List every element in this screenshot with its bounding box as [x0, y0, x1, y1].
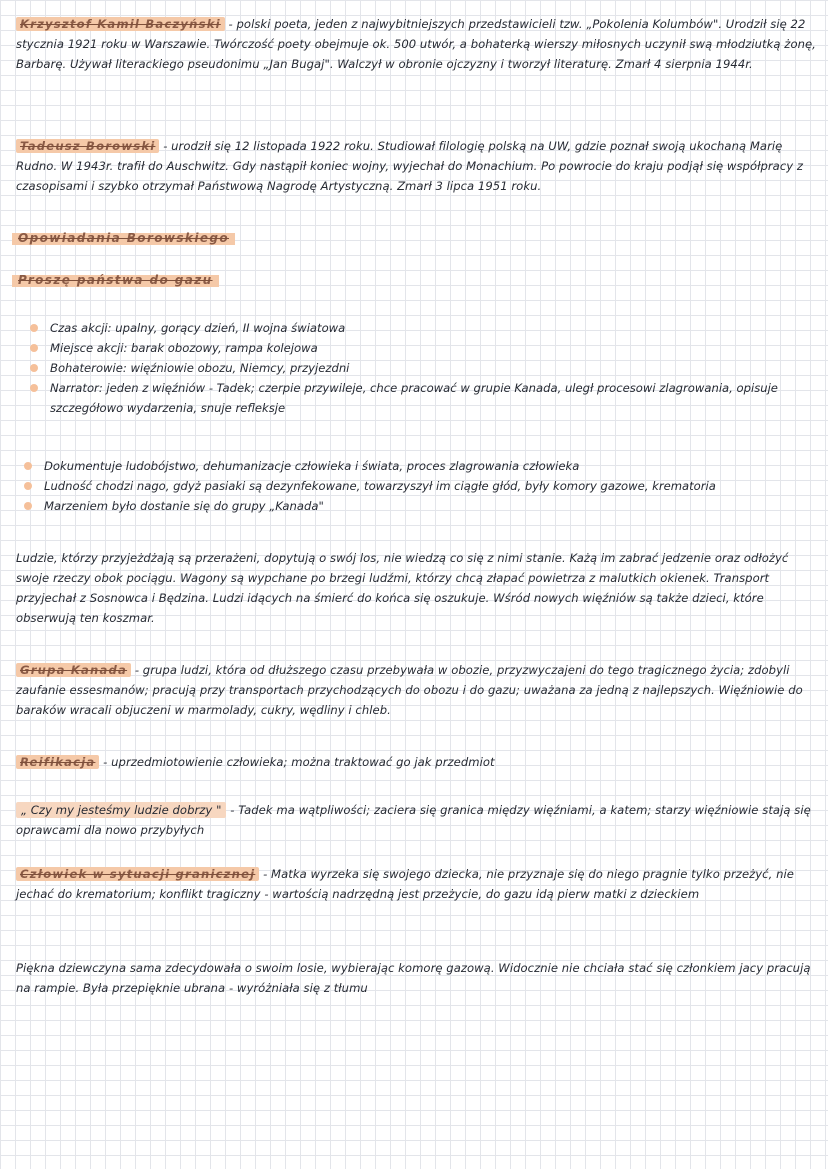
list-item [30, 338, 816, 358]
list-item-text: Dokumentuje ludobójstwo, dehumanizacje człowieka i świata, proces zlagrowania człowieka [44, 459, 580, 473]
list-item [24, 476, 816, 496]
granica-text: - Matka wyrzeka się swojego dziecka, nie przyznaje się do niego pragnie tylko przeżyć, nie jechać do krematorium; konflikt tragiczny - wartością nadrzędną jest przeżycie, do gazu idą pierw matki z dzieckiem [16, 867, 794, 901]
reifikacja-paragraph [16, 752, 816, 772]
quote-text: - Tadek ma wątpliwości; zaciera się granica między więźniami, a katem; starzy więźniowie stają się oprawcami dla nowo przybyłych [16, 803, 811, 837]
bullet-dot [24, 482, 32, 490]
baczynski-name-highlight: Krzysztof Kamil Baczyński [16, 17, 225, 31]
list-item-text: Czas akcji: upalny, gorący dzień, II wojna światowa [50, 321, 346, 335]
list-item-text: Miejsce akcji: barak obozowy, rampa kolejowa [50, 341, 318, 355]
quote-paragraph [16, 800, 816, 840]
kanada-highlight: Grupa Kanada [16, 663, 131, 677]
bullet-dot [30, 344, 38, 352]
reifikacja-text: - uprzedmiotowienie człowieka; można traktować go jak przedmiot [103, 755, 495, 769]
transport-paragraph: Ludzie, którzy przyjeżdżają są przerażeni, dopytują o swój los, nie wiedzą co się z nimi stanie. Każą im zabrać jedzenie oraz odłożyć swoje rzeczy obok pociągu. Wagony są wypchane po brzegi ludźmi, którzy chcą złapać powietrza z malutkich okienek. Transport przyjechał z Sosnowca i Będzina. Ludzi idących na śmierć do końca się oszukuje. Wśród nowych więźniów są także dzieci, które obserwują ten koszmar. [16, 551, 789, 625]
list-item [30, 378, 816, 418]
bullet-dot [30, 324, 38, 332]
list-item-text: Narrator: jeden z więźniów - Tadek; czerpie przywileje, chce pracować w grupie Kanada, uległ procesowi zlagrowania, opisuje szczegółowo wydarzenia, snuje refleksje [50, 381, 778, 415]
themes-list [24, 456, 816, 516]
list-item-text: Ludność chodzi nago, gdyż pasiaki są dezynfekowane, towarzyszył im ciągłe głód, były komory gazowe, krematoria [44, 479, 716, 493]
reifikacja-highlight: Reifikacja [16, 755, 99, 769]
granica-highlight: Człowiek w sytuacji granicznej [16, 867, 259, 881]
story-facts-list [30, 318, 816, 418]
list-item-text: Marzeniem było dostanie się do grupy „Kanada" [44, 499, 324, 513]
heading-prosze-panstwa: Proszę państwa do gazu [12, 270, 219, 290]
bullet-dot [30, 384, 38, 392]
heading-opowiadania: Opowiadania Borowskiego [12, 228, 235, 248]
baczynski-text: - polski poeta, jeden z najwybitniejszych przedstawicieli tzw. „Pokolenia Kolumbów". Urodził się 22 stycznia 1921 roku w Warszawie. Twórczość poety obejmuje ok. 500 utwór, a bohaterką wierszy miłosnych uczynił swą młodziutką żonę, Barbarę. Używał literackiego pseudonimu „Jan Bugaj". Walczył w obronie ojczyzny i tworzył literaturę. Zmarł 4 sierpnia 1944r. [16, 17, 816, 71]
borowski-paragraph [16, 136, 816, 196]
dziewczyna-paragraph: Piękna dziewczyna sama zdecydowała o swoim losie, wybierając komorę gazową. Widocznie nie chciała stać się członkiem jacy pracują na rampie. Była przepięknie ubrana - wyróżniała się z tłumu [16, 961, 811, 995]
bullet-dot [24, 462, 32, 470]
bullet-dot [24, 502, 32, 510]
list-item [24, 496, 816, 516]
quote-highlight: „ Czy my jesteśmy ludzie dobrzy " [16, 802, 226, 818]
baczynski-paragraph [16, 14, 816, 74]
kanada-text: - grupa ludzi, która od dłuższego czasu przebywała w obozie, przyzwyczajeni do tego tragicznego życia; zdobyli zaufanie essesmanów; pracują przy transportach przychodzących do obozu i do gazu; uważana za jedną z najlepszych. Więźniowie do baraków wracali objuczeni w marmolady, cukry, wędliny i chleb. [16, 663, 803, 717]
bullet-dot [30, 364, 38, 372]
list-item [30, 358, 816, 378]
borowski-name-highlight: Tadeusz Borowski [16, 139, 159, 153]
kanada-paragraph [16, 660, 816, 720]
borowski-text: - urodził się 12 listopada 1922 roku. Studiował filologię polską na UW, gdzie poznał swoją ukochaną Marię Rudno. W 1943r. trafił do Auschwitz. Gdy nastąpił koniec wojny, wyjechał do Monachium. Po powrocie do kraju podjął się współpracy z czasopisami i szybko otrzymał Państwową Nagrodę Artystyczną. Zmarł 3 lipca 1951 roku. [16, 139, 804, 193]
list-item [24, 456, 816, 476]
list-item-text: Bohaterowie: więźniowie obozu, Niemcy, przyjezdni [50, 361, 350, 375]
list-item [30, 318, 816, 338]
granica-paragraph [16, 864, 816, 904]
